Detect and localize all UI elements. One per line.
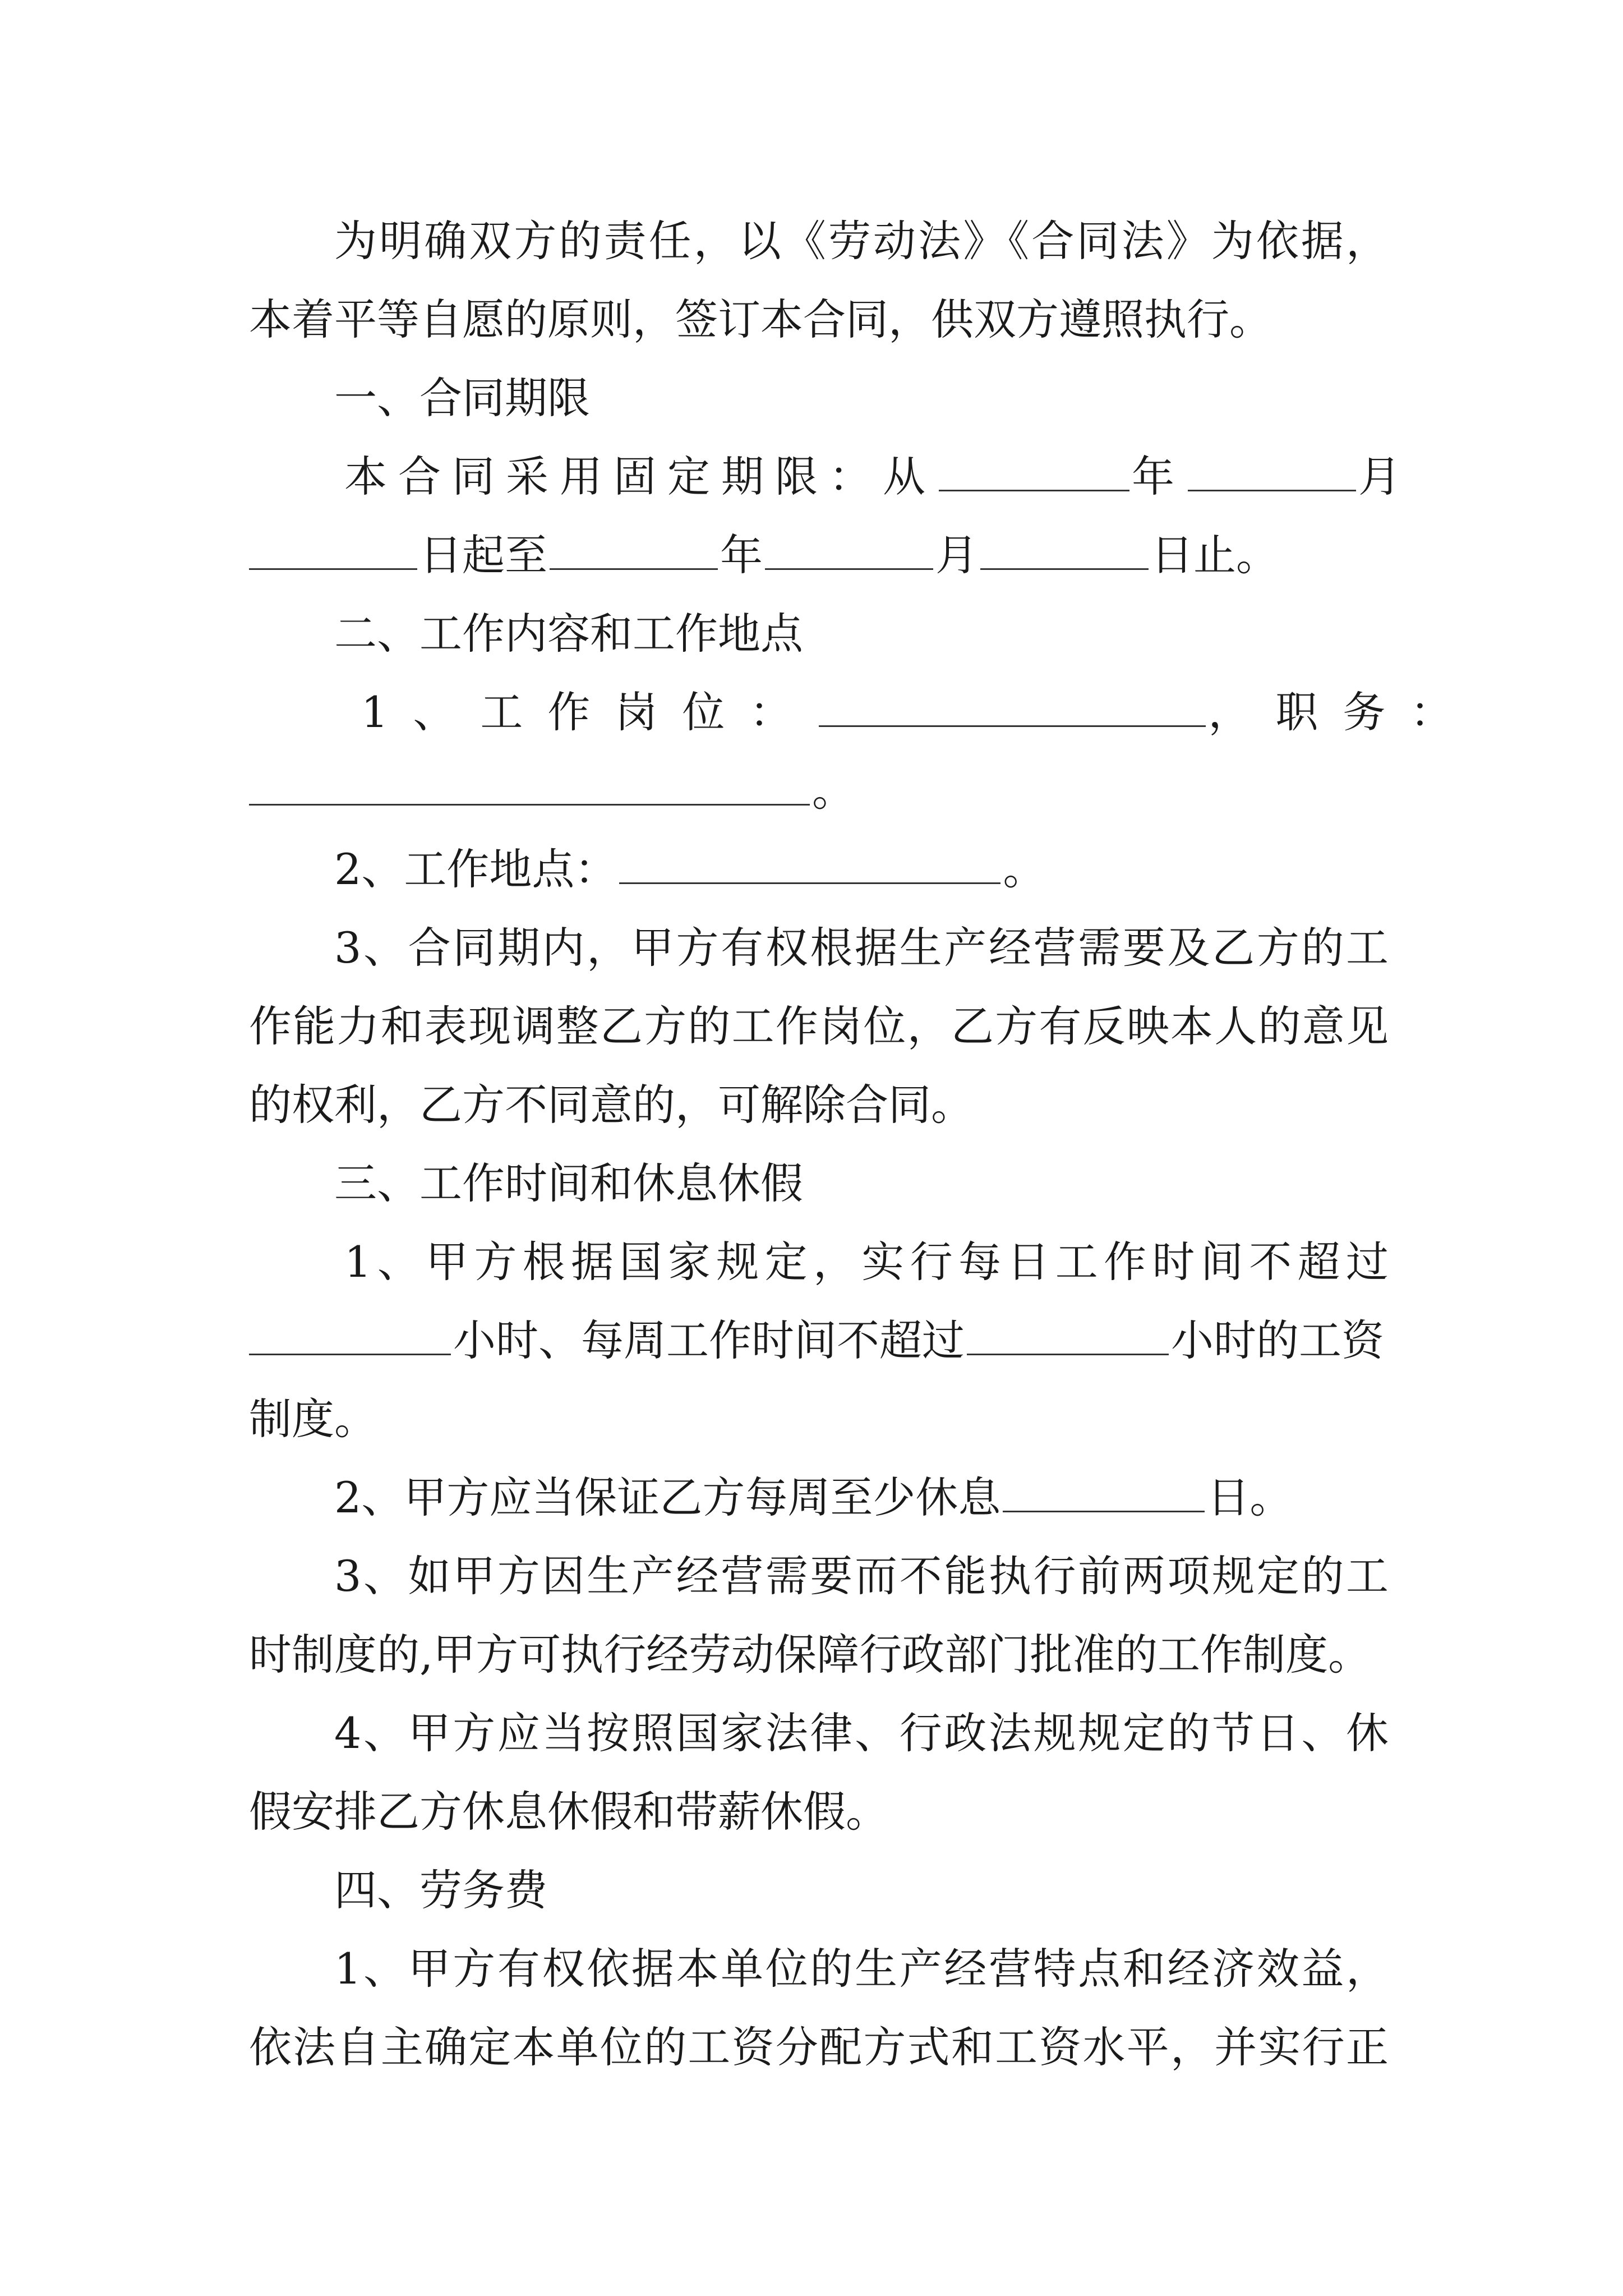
text: 2、甲方应当保证乙方每周至少休息 (334, 1473, 1001, 1522)
heading: 二、工作内容和工作地点 (334, 609, 803, 659)
text: 本合同采用固定期限：从 (344, 452, 937, 501)
work-location-blank[interactable] (619, 838, 1000, 884)
heading: 一、合同期限 (334, 373, 590, 423)
text: 日。 (1207, 1473, 1293, 1522)
clause-3-1-line-1 (249, 1223, 1389, 1301)
text: 1、工作岗位： (361, 687, 817, 737)
section-2-title (249, 595, 1389, 673)
clause-3-1-line-2 (249, 1301, 1389, 1380)
job-position-line (249, 673, 1478, 752)
text: 年 (1132, 452, 1186, 501)
clause-2-3-line-3 (249, 1066, 1389, 1144)
text: 2、工作地点： (334, 844, 617, 894)
end-month-blank[interactable] (765, 523, 933, 570)
clause-4-1-line-1 (249, 1930, 1389, 2008)
work-location-line (249, 830, 1389, 909)
heading: 三、工作时间和休息休假 (334, 1158, 803, 1208)
clause-4-1-line-2 (249, 2008, 1389, 2087)
start-day-blank[interactable] (249, 523, 417, 570)
clause-3-3-line-1 (249, 1537, 1389, 1616)
start-month-blank[interactable] (1188, 445, 1356, 491)
clause-3-2-line (249, 1458, 1389, 1537)
text: 小时、每周工作时间不超过 (453, 1315, 965, 1365)
section-3-title (249, 1144, 1389, 1223)
text: 时制度的,甲方可执行经劳动保障行政部门批准的工作制度。 (249, 1630, 1371, 1680)
text: 3、合同期内，甲方有权根据生产经营需要及乙方的工 (334, 923, 1389, 973)
text: 本着平等自愿的原则，签订本合同，供双方遵照执行。 (249, 295, 1272, 344)
clause-3-4-line-1 (249, 1694, 1389, 1773)
weekly-hours-blank[interactable] (967, 1309, 1169, 1355)
section-1-title (249, 359, 1389, 438)
text: 作能力和表现调整乙方的工作岗位，乙方有反映本人的意见 (249, 1001, 1389, 1051)
contract-term-line-1 (249, 438, 1412, 516)
contract-term-line-2 (249, 516, 1389, 595)
clause-3-4-line-2 (249, 1773, 1389, 1851)
job-title-line (249, 752, 1389, 830)
text: 日起至 (419, 530, 547, 580)
text: 的权利，乙方不同意的，可解除合同。 (249, 1080, 974, 1130)
text: 1、甲方根据国家规定，实行每日工作时间不超过 (344, 1237, 1389, 1287)
text: 为明确双方的责任，以《劳动法》《合同法》为依据， (334, 216, 1389, 266)
text: 小时的工资 (1171, 1315, 1384, 1365)
text: 3、如甲方因生产经营需要而不能执行前两项规定的工 (334, 1551, 1389, 1601)
section-4-title (249, 1851, 1389, 1930)
rest-days-blank[interactable] (1003, 1466, 1205, 1512)
paragraph-intro-line-1 (249, 202, 1389, 280)
clause-2-3-line-1 (249, 909, 1389, 987)
daily-hours-blank[interactable] (249, 1309, 451, 1355)
job-title-blank[interactable] (249, 759, 810, 806)
clause-3-1-line-3 (249, 1380, 1389, 1458)
start-year-blank[interactable] (939, 445, 1129, 491)
paragraph-intro-line-2 (249, 280, 1389, 359)
text: ，职务： (1208, 687, 1478, 737)
text: 。 (1003, 844, 1046, 894)
text: 月 (935, 530, 978, 580)
text: 4、甲方应当按照国家法律、行政法规规定的节日、休 (334, 1708, 1389, 1758)
job-position-blank[interactable] (819, 680, 1206, 727)
clause-3-3-line-2 (249, 1616, 1389, 1694)
text: 。 (812, 766, 855, 816)
text: 依法自主确定本单位的工资分配方式和工资水平，并实行正 (249, 2022, 1389, 2072)
text: 年 (720, 530, 763, 580)
end-day-blank[interactable] (980, 523, 1149, 570)
end-year-blank[interactable] (550, 523, 718, 570)
text: 1、甲方有权依据本单位的生产经营特点和经济效益， (334, 1944, 1389, 1994)
document-page (249, 202, 1478, 2087)
heading: 四、劳务费 (334, 1865, 547, 1915)
text: 月 (1358, 452, 1412, 501)
text: 假安排乙方休息休假和带薪休假。 (249, 1787, 888, 1837)
clause-2-3-line-2 (249, 987, 1389, 1066)
text: 日止。 (1151, 530, 1279, 580)
text: 制度。 (249, 1394, 377, 1444)
